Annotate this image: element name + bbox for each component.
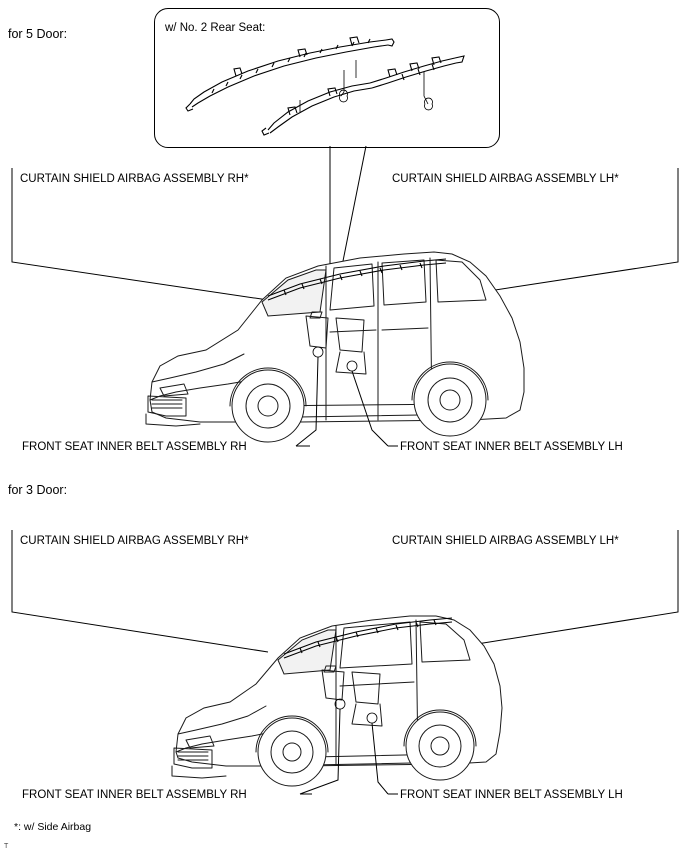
corner-mark: T — [4, 843, 9, 850]
vehicle-5-door-illustration — [146, 252, 524, 442]
label-front-seat-inner-belt-lh-5door: FRONT SEAT INNER BELT ASSEMBLY LH — [400, 441, 623, 453]
label-front-seat-inner-belt-rh-5door: FRONT SEAT INNER BELT ASSEMBLY RH — [22, 441, 247, 453]
section-title-5-door: for 5 Door: — [8, 27, 68, 41]
vehicle-3-door-illustration — [172, 616, 502, 786]
label-front-seat-inner-belt-rh-3door: FRONT SEAT INNER BELT ASSEMBLY RH — [22, 789, 247, 801]
label-curtain-shield-airbag-rh-3door: CURTAIN SHIELD AIRBAG ASSEMBLY RH* — [20, 535, 249, 547]
detail-callout-title: w/ No. 2 Rear Seat: — [165, 22, 266, 34]
label-curtain-shield-airbag-lh-3door: CURTAIN SHIELD AIRBAG ASSEMBLY LH* — [392, 535, 619, 547]
label-front-seat-inner-belt-lh-3door: FRONT SEAT INNER BELT ASSEMBLY LH — [400, 789, 623, 801]
label-curtain-shield-airbag-rh-5door: CURTAIN SHIELD AIRBAG ASSEMBLY RH* — [20, 173, 249, 185]
section-title-3-door: for 3 Door: — [8, 483, 68, 497]
footnote-side-airbag: *: w/ Side Airbag — [14, 821, 92, 833]
label-curtain-shield-airbag-lh-5door: CURTAIN SHIELD AIRBAG ASSEMBLY LH* — [392, 173, 619, 185]
